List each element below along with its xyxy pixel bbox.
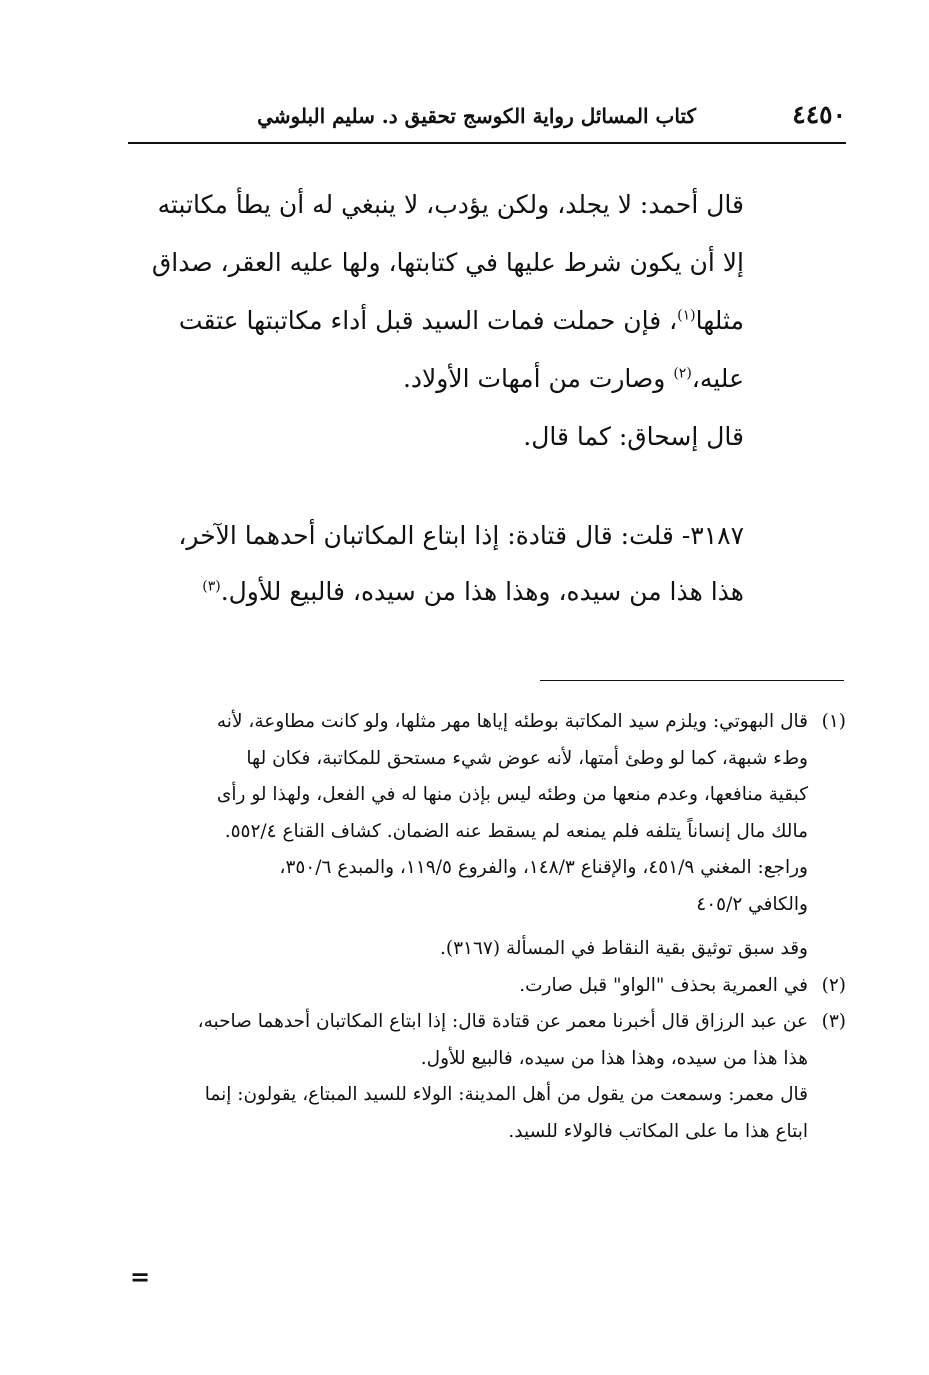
main-text [128, 176, 744, 466]
footnote-ref-3[interactable]: (٣) [202, 578, 221, 595]
footnote-ref-1[interactable]: (١) [677, 307, 696, 324]
footnote-number: (٢) [821, 974, 846, 996]
footnote-line: عن عبد الرزاق قال أخبرنا معمر عن قتادة قال: إذا ابتاع المكاتبان أحدهما صاحبه، [197, 1011, 808, 1032]
text-line: قال إسحاق: كما قال. [523, 422, 744, 451]
header-rule [128, 142, 846, 144]
page-header [128, 98, 846, 138]
page-number: ٤٤٥٠ [792, 100, 846, 129]
footnote-number: (٣) [821, 1011, 846, 1032]
text-line [128, 564, 744, 620]
footnotes [128, 704, 846, 1150]
footnote-line: وراجع: المغني ٤٥١/٩، والإقناع ١٤٨/٣، والفروع ١١٩/٥، والمبدع ٣٥٠/٦، [279, 857, 808, 878]
continuation-mark: = [130, 1262, 151, 1291]
text-line [128, 350, 744, 408]
text-segment: هذا هذا من سيده، وهذا هذا من سيده، فالبيع للأول. [220, 577, 744, 606]
footnote-line: ابتاع هذا ما على المكاتب فالولاء للسيد. [508, 1120, 808, 1142]
footnote-2 [128, 968, 846, 1005]
footnote-line: قال البهوتي: ويلزم سيد المكاتبة بوطئه إياها مهر مثلها، ولو كانت مطاوعة، لأنه [216, 711, 808, 732]
footnote-separator [540, 680, 844, 681]
footnote-ref-2[interactable]: (٢) [673, 365, 692, 382]
text-line: قال أحمد: لا يجلد، ولكن يؤدب، لا ينبغي له أن يطأ مكاتبته [157, 190, 744, 219]
text-segment: عليه، [691, 364, 744, 393]
running-title: كتاب المسائل رواية الكوسج تحقيق د. سليم البلوشي [257, 104, 696, 128]
footnote-line: هذا هذا من سيده، وهذا هذا من سيده، فالبيع للأول. [420, 1047, 808, 1069]
text-segment: وصارت من أمهات الأولاد. [402, 364, 674, 393]
text-line [128, 292, 744, 350]
footnote-line: والكافي ٤٠٥/٢ [696, 893, 808, 915]
footnote-line: مالك مال إنساناً يتلفه فلم يمنعه لم يسقط عنه الضمان. كشاف القناع ٥٥٢/٤. [224, 820, 808, 842]
footnote-1 [128, 704, 846, 968]
text-line: ٣١٨٧- قلت: قال قتادة: إذا ابتاع المكاتبان أحدهما الآخر، [178, 521, 744, 550]
footnote-number: (١) [821, 711, 846, 732]
footnote-line: قال معمر: وسمعت من يقول من أهل المدينة: الولاء للسيد المبتاع، يقولون: إنما [204, 1084, 808, 1105]
footnote-line: وقد سبق توثيق بقية النقاط في المسألة (٣١٦٧). [439, 938, 808, 959]
footnote-line: كبقية منافعها، وعدم منعها من وطئه ليس بإذن منها له في الفعل، ولهذا لو رأى [216, 784, 808, 805]
footnote-line: وطء شبهة، كما لو وطئ أمتها، لأنه عوض شيء مستحق للمكاتبة، فكان لها [246, 747, 808, 769]
footnote-line: في العمرية بحذف "الواو" قبل صارت. [519, 974, 808, 996]
text-line: إلا أن يكون شرط عليها في كتابتها، ولها عليه العقر، صداق [151, 248, 744, 277]
text-segment: مثلها [695, 306, 744, 335]
footnote-3 [128, 1004, 846, 1150]
text-segment: ، فإن حملت فمات السيد قبل أداء مكاتبتها عتقت [178, 306, 678, 335]
question-3187 [128, 508, 744, 620]
